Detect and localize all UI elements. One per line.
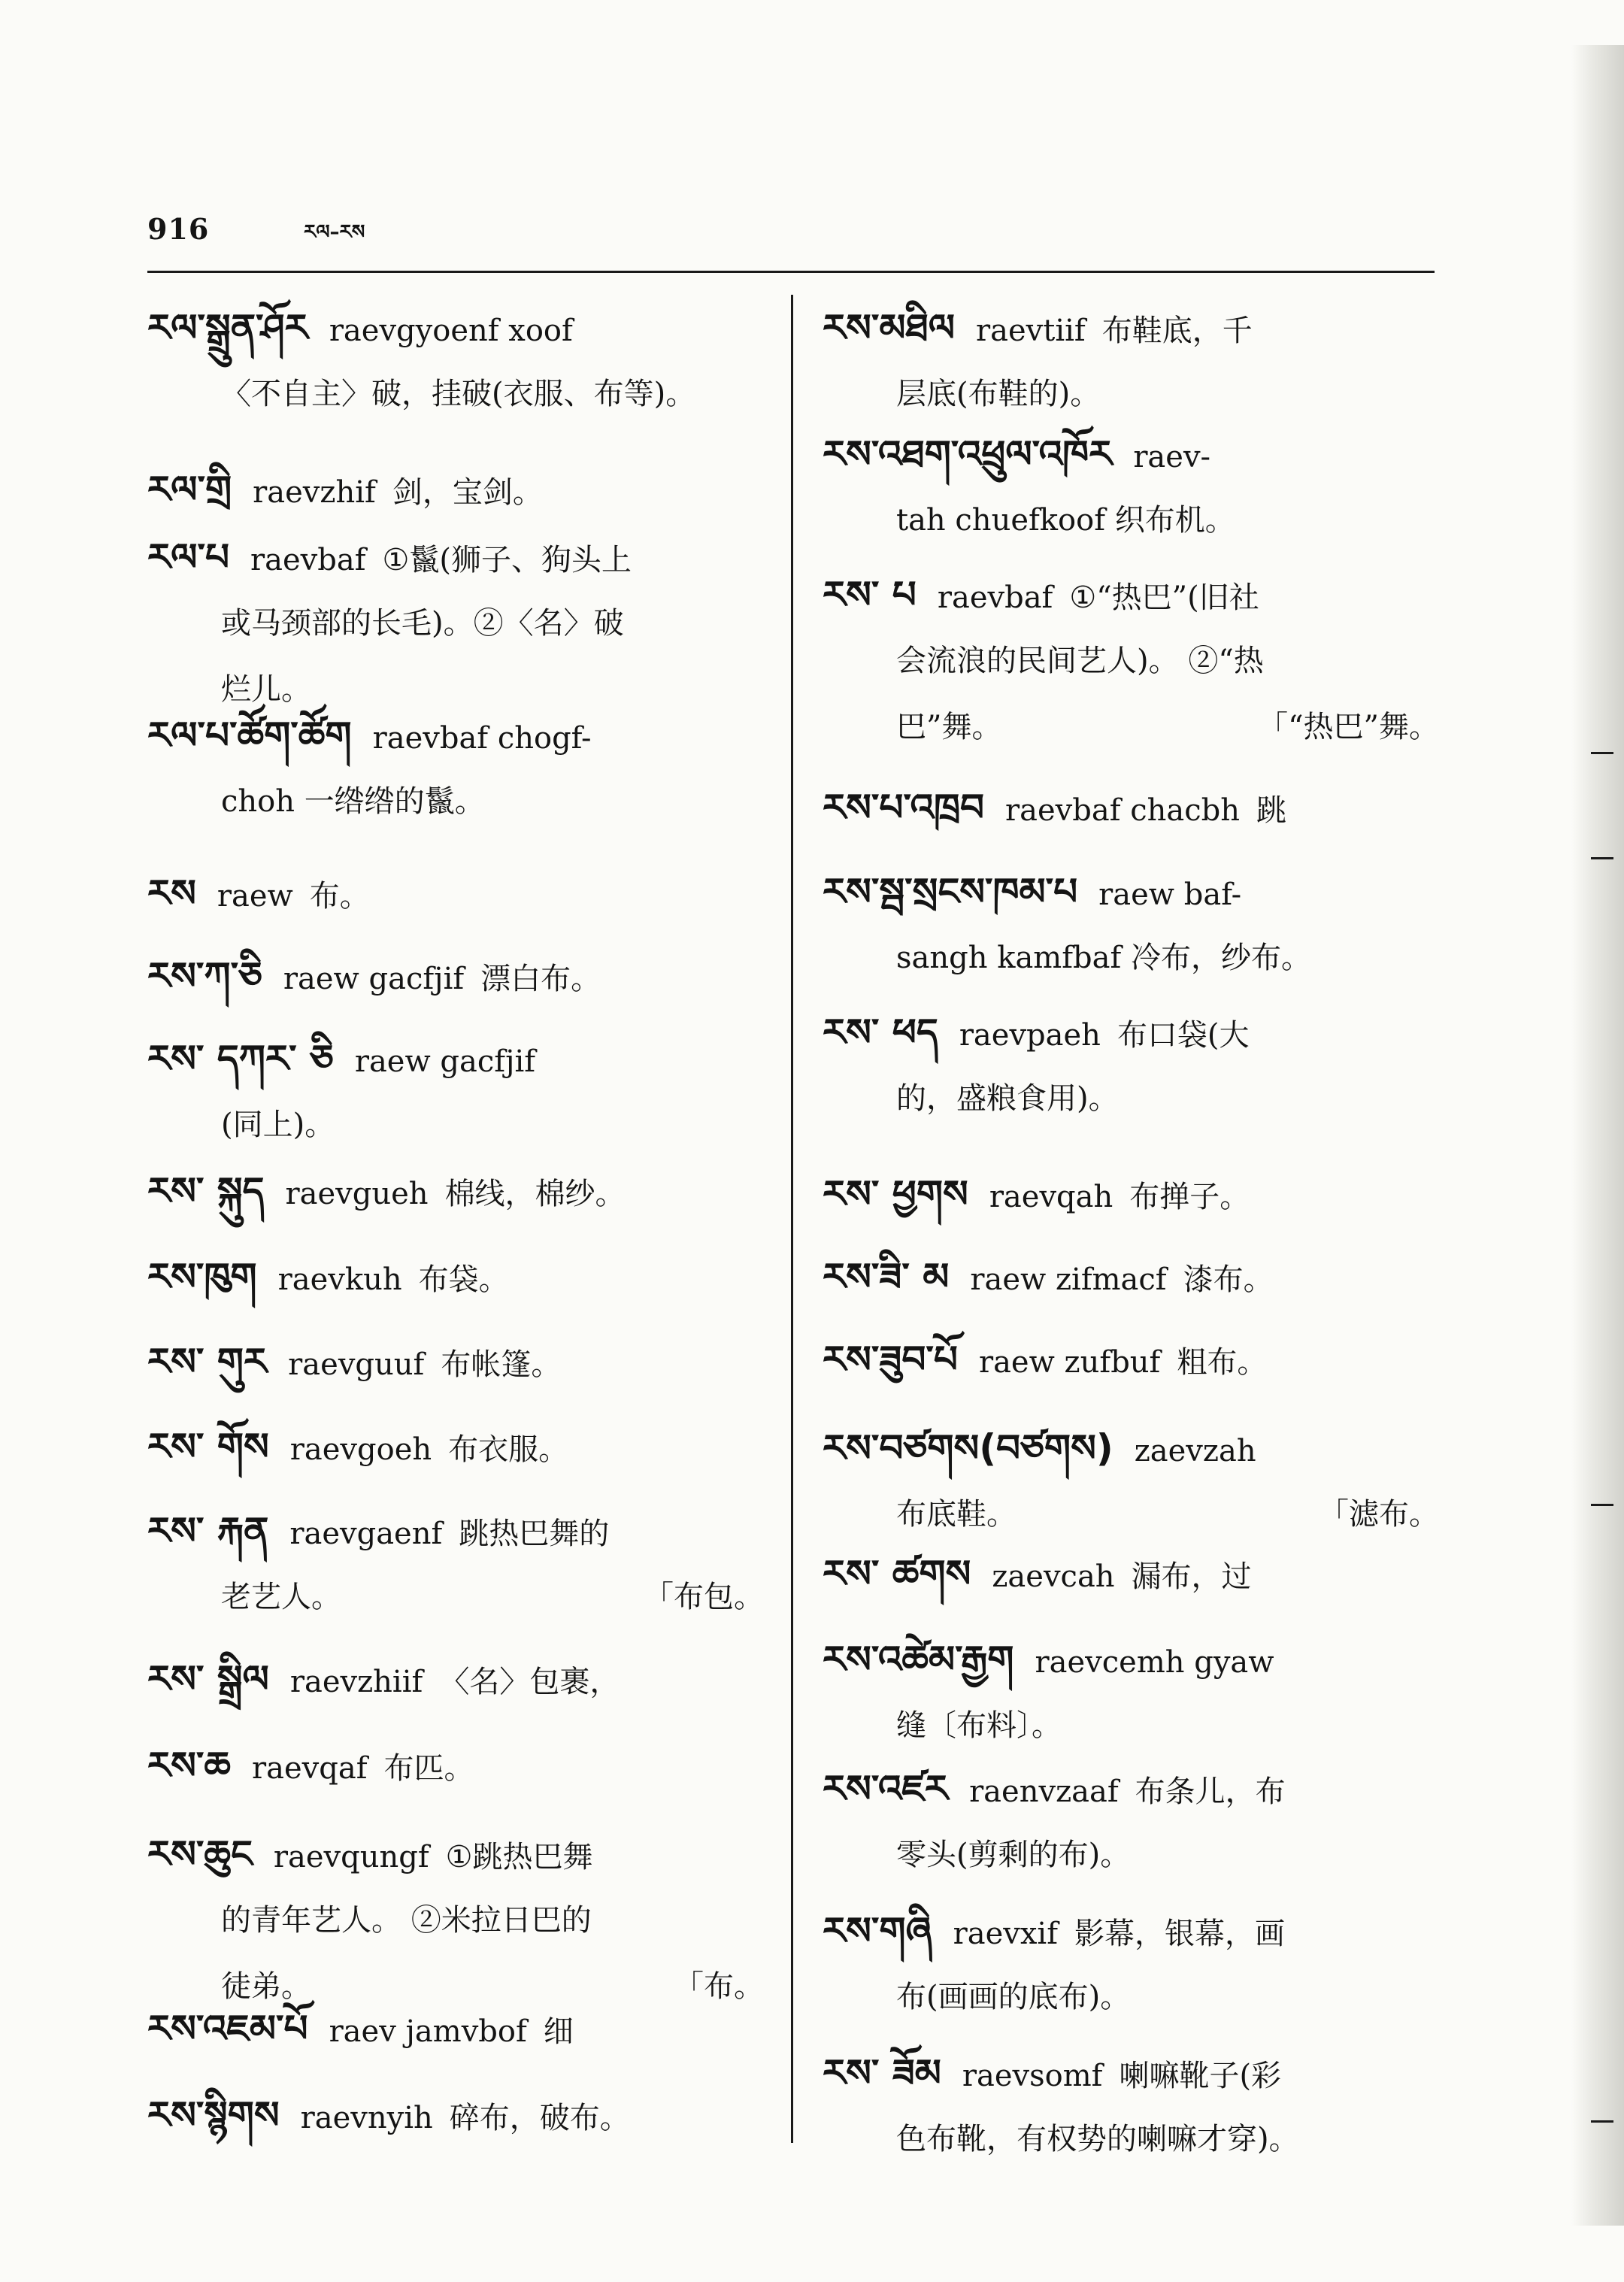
entry-first-line	[147, 295, 764, 361]
entry-first-line	[147, 943, 764, 1009]
dictionary-entry	[147, 1821, 764, 2020]
entry-headword: རལ་པ	[147, 535, 229, 579]
dictionary-entry	[823, 1244, 1439, 1310]
entry-headword: རས་པ་འཁྲབ	[823, 786, 984, 829]
entry-first-line	[147, 860, 764, 926]
entry-romanization: raevtiif	[976, 314, 1086, 348]
entry-definition: 喇嘛靴子(彩	[1119, 2059, 1282, 2093]
dictionary-entry	[147, 524, 764, 723]
entry-first-line	[823, 859, 1439, 925]
entry-definition: 〈名〉包裹，	[439, 1665, 620, 1699]
continuation-text: 布底鞋。	[896, 1497, 1017, 1532]
entry-first-line	[147, 1244, 764, 1310]
entry-first-line	[147, 524, 764, 590]
continuation-text: sangh kamfbaf 冷布，纱布。	[896, 941, 1312, 975]
entry-first-line	[147, 702, 764, 768]
page-edge-shadow	[1571, 45, 1624, 2226]
entry-continuation-line	[823, 694, 1439, 760]
entry-continuation-line	[823, 487, 1439, 553]
dictionary-entry	[147, 1498, 764, 1630]
entry-headword: རས་ ཚགས	[823, 1552, 971, 1596]
entry-first-line	[147, 1732, 764, 1799]
dictionary-entry	[147, 1414, 764, 1480]
entry-romanization: raevzhif	[253, 475, 376, 510]
dictionary-entry	[823, 859, 1439, 991]
entry-first-line	[147, 1821, 764, 1887]
entry-continuation-line	[823, 1481, 1439, 1547]
dictionary-entry	[147, 702, 764, 835]
entry-headword: རས་ སྐུད	[147, 1169, 265, 1213]
entry-romanization: raev-	[1133, 440, 1211, 474]
entry-definition: 粗布。	[1177, 1345, 1268, 1380]
dictionary-entry	[823, 421, 1439, 553]
entry-headword: རལ་པ་ཚོག་ཚོག	[147, 714, 352, 757]
entry-first-line	[823, 1898, 1439, 1964]
entry-headword: རས་ ཟོམ	[823, 2051, 941, 2095]
continuation-text: 色布靴，有权势的喇嘛才穿)。	[896, 2122, 1299, 2156]
entry-first-line	[823, 1161, 1439, 1227]
entry-continuation-line	[823, 1693, 1439, 1759]
entry-headword: རས་མཐིལ	[823, 306, 955, 350]
entry-first-line	[823, 562, 1439, 628]
entry-first-line	[823, 1756, 1439, 1822]
entry-romanization: raevqah	[989, 1180, 1113, 1214]
entry-first-line	[147, 1329, 764, 1395]
entry-headword: རལ་གྲི	[147, 468, 232, 511]
edge-mark	[1591, 857, 1613, 859]
continuation-text: 的，盛粮食用)。	[896, 1081, 1119, 1116]
entry-romanization: raevqaf	[252, 1751, 368, 1786]
dictionary-entry	[147, 2082, 764, 2148]
entry-continuation-line	[147, 590, 764, 656]
dictionary-entry	[823, 1541, 1439, 1607]
continuation-text: 零头(剪剩的布)。	[896, 1838, 1131, 1872]
entry-headword: རས་ ཕྱགས	[823, 1172, 968, 1216]
entry-continuation-line	[147, 1564, 764, 1630]
entry-romanization: raevpaeh	[959, 1018, 1101, 1053]
entry-continuation-line	[823, 2106, 1439, 2172]
entry-romanization: raevqungf	[273, 1840, 429, 1874]
entry-definition: 跳	[1256, 793, 1286, 828]
entry-first-line	[147, 1026, 764, 1092]
continuation-text: tah chuefkoof 织布机。	[896, 503, 1235, 538]
entry-definition: 布帐篷。	[441, 1347, 562, 1382]
dictionary-entry	[147, 1158, 764, 1224]
entry-first-line	[823, 1541, 1439, 1607]
entry-first-line	[823, 1326, 1439, 1393]
dictionary-entry	[147, 860, 764, 926]
dictionary-entry	[147, 1329, 764, 1395]
dictionary-entry	[823, 1161, 1439, 1227]
entry-headword: རས་ པ	[823, 573, 917, 617]
entry-headword: རས་ སྒྲིལ	[147, 1657, 269, 1701]
entry-headword: རས་ དཀར་ ཅི	[147, 1037, 334, 1080]
entry-definition: 布掸子。	[1129, 1180, 1250, 1214]
entry-continuation-line	[823, 628, 1439, 694]
entry-romanization: raevbaf chogf-	[372, 721, 592, 756]
page-number: 916	[147, 212, 210, 246]
entry-headword: རས་གཞི	[823, 1909, 932, 1953]
edge-mark	[1591, 752, 1613, 754]
entry-romanization: raew gacfjif	[283, 962, 465, 996]
dictionary-entry	[823, 1326, 1439, 1393]
entry-definition: ①鬣(狮子、狗头上	[382, 543, 632, 577]
entry-romanization: raew zufbuf	[978, 1345, 1161, 1380]
carried-over-note: 「滤布。	[1319, 1497, 1439, 1532]
entry-first-line	[147, 456, 764, 523]
entry-continuation-line	[147, 1092, 764, 1158]
entry-first-line	[823, 1415, 1439, 1481]
entry-first-line	[147, 1646, 764, 1712]
dictionary-entry	[823, 295, 1439, 427]
entry-romanization: raew	[217, 879, 293, 914]
entry-definition: 细	[543, 2014, 574, 2049]
entry-continuation-line	[147, 768, 764, 835]
entry-headword: རས་འཚེམ་རྒྱག	[823, 1638, 1014, 1681]
entry-definition: 布匹。	[383, 1751, 474, 1786]
entry-headword: རས་སྦ་སྲངས་ཁམ་པ	[823, 870, 1078, 914]
entry-first-line	[147, 1498, 764, 1564]
entry-headword: རས་ཀ་ཅི	[147, 954, 262, 998]
column-divider	[791, 295, 793, 2143]
entry-headword: རས་སྙིགས	[147, 2093, 280, 2137]
dictionary-entry	[823, 1898, 1439, 2030]
entry-headword: རལ་སྒྲུན་ཤོར	[147, 306, 308, 350]
entry-romanization: raenvzaaf	[969, 1774, 1119, 1809]
entry-headword: རས	[147, 871, 196, 915]
entry-romanization: raevcemh gyaw	[1035, 1645, 1274, 1680]
entry-definition: 布。	[309, 879, 370, 914]
dictionary-entry	[147, 295, 764, 427]
entry-first-line	[147, 1414, 764, 1480]
entry-first-line	[823, 774, 1439, 841]
entry-headword: རས་ རྐན	[147, 1509, 269, 1553]
continuation-text: 徒弟。	[221, 1969, 311, 2004]
entry-definition: 布袋。	[418, 1262, 509, 1297]
entry-first-line	[823, 1626, 1439, 1693]
dictionary-entry	[823, 774, 1439, 841]
entry-romanization: raevbaf	[937, 580, 1053, 615]
entry-romanization: raevbaf	[250, 543, 366, 577]
entry-first-line	[147, 2082, 764, 2148]
entry-definition: 碎布，破布。	[449, 2101, 630, 2135]
entry-definition: ①跳热巴舞	[445, 1840, 593, 1874]
entry-first-line	[823, 295, 1439, 361]
entry-romanization: raevgaenf	[289, 1517, 443, 1551]
entry-headword: རས་ཆ	[147, 1744, 231, 1787]
edge-mark	[1591, 1504, 1613, 1506]
entry-continuation-line	[823, 1065, 1439, 1132]
entry-definition: 布口袋(大	[1116, 1018, 1250, 1053]
dictionary-entry	[147, 1646, 764, 1712]
entry-definition: 棉线，棉纱。	[444, 1177, 626, 1211]
dictionary-entry	[823, 2040, 1439, 2172]
entry-romanization: zaevcah	[992, 1559, 1115, 1594]
entry-headword: རས་ གུར	[147, 1340, 268, 1383]
entry-continuation-line	[147, 361, 764, 427]
entry-definition: 布衣服。	[448, 1432, 569, 1467]
dictionary-entry	[823, 999, 1439, 1132]
entry-first-line	[823, 421, 1439, 487]
dictionary-entry	[147, 1996, 764, 2062]
entry-romanization: raevgoeh	[289, 1432, 432, 1467]
entry-continuation-line	[823, 925, 1439, 991]
dictionary-entry	[823, 1626, 1439, 1759]
dictionary-entry	[823, 562, 1439, 760]
entry-romanization: zaevzah	[1134, 1434, 1256, 1468]
entry-first-line	[823, 1244, 1439, 1310]
entry-definition: 影幕，银幕，画	[1074, 1917, 1286, 1951]
entry-romanization: raew zifmacf	[970, 1262, 1167, 1297]
running-head: རལ–རས	[304, 221, 365, 244]
entry-romanization: raew gacfjif	[354, 1044, 536, 1079]
entry-headword: རས་ཟི་ མ	[823, 1255, 950, 1299]
dictionary-entry	[823, 1415, 1439, 1547]
continuation-text: (同上)。	[221, 1108, 335, 1142]
dictionary-entry	[147, 1244, 764, 1310]
entry-romanization: raevzhiif	[289, 1665, 423, 1699]
entry-romanization: raevguuf	[288, 1347, 425, 1382]
entry-romanization: raevxif	[953, 1917, 1059, 1951]
continuation-text: 布(画画的底布)。	[896, 1980, 1131, 2014]
entry-definition: 漏布，过	[1131, 1559, 1252, 1594]
edge-mark	[1591, 2120, 1613, 2123]
dictionary-entry	[147, 943, 764, 1009]
entry-first-line	[823, 2040, 1439, 2106]
continuation-text: 层底(布鞋的)。	[896, 377, 1101, 411]
continuation-text: 〈不自主〉破，挂破(衣服、布等)。	[221, 377, 696, 411]
entry-first-line	[147, 1158, 764, 1224]
entry-definition: 跳热巴舞的	[459, 1517, 610, 1551]
entry-headword: རས་འཛར	[823, 1767, 949, 1811]
entry-definition: 漆布。	[1183, 1262, 1274, 1297]
entry-headword: རས་ཆུང	[147, 1832, 253, 1876]
entry-romanization: raevbaf chacbh	[1005, 793, 1240, 828]
entry-romanization: raevnyih	[300, 2101, 433, 2135]
dictionary-entry	[147, 456, 764, 523]
dictionary-entry	[147, 1732, 764, 1799]
entry-continuation-line	[823, 1964, 1439, 2030]
continuation-text: 的青年艺人。 ②米拉日巴的	[221, 1903, 592, 1938]
entry-definition: ①“热巴”(旧社	[1069, 580, 1259, 615]
entry-headword: རས་ཁུག	[147, 1255, 257, 1299]
entry-definition: 漂白布。	[480, 962, 601, 996]
continuation-text: 巴”舞。	[896, 710, 1002, 744]
dictionary-entry	[823, 1756, 1439, 1888]
header-rule	[147, 271, 1435, 273]
continuation-text: choh 一绺绺的鬣。	[221, 784, 485, 819]
entry-first-line	[147, 1996, 764, 2062]
entry-romanization: raevgueh	[285, 1177, 429, 1211]
entry-romanization: raew baf-	[1098, 877, 1242, 912]
entry-headword: རས་འཐག་འཕྲུལ་འཁོར	[823, 432, 1113, 476]
continuation-text: 缝〔布料〕。	[896, 1708, 1062, 1743]
entry-definition: 剑，宝剑。	[392, 475, 543, 510]
continuation-text: 烂儿。	[221, 672, 311, 707]
carried-over-note: 「“热巴”舞。	[1258, 710, 1439, 744]
dictionary-entry	[147, 1026, 764, 1158]
entry-first-line	[823, 999, 1439, 1065]
entry-headword: རས་འཇམ་པོ	[147, 2007, 308, 2050]
entry-romanization: raevgyoenf xoof	[329, 314, 573, 348]
entry-romanization: raev jamvbof	[329, 2014, 527, 2049]
carried-over-note: 「布。	[674, 1969, 764, 2004]
continuation-text: 或马颈部的长毛)。②〈名〉破	[221, 606, 624, 641]
entry-continuation-line	[147, 1887, 764, 1953]
carried-over-note: 「布包。	[644, 1580, 764, 1614]
entry-continuation-line	[823, 361, 1439, 427]
entry-definition: 布鞋底，千	[1101, 314, 1253, 348]
entry-headword: རས་ གོས	[147, 1425, 269, 1468]
continuation-text: 老艺人。	[221, 1580, 341, 1614]
entry-definition: 布条儿，布	[1135, 1774, 1286, 1809]
entry-headword: རས་ ཕད	[823, 1011, 938, 1054]
continuation-text: 会流浪的民间艺人)。 ②“热	[896, 644, 1264, 678]
entry-headword: རས་བཙགས(བཙགས)	[823, 1426, 1113, 1470]
entry-romanization: raevkuh	[277, 1262, 402, 1297]
entry-continuation-line	[823, 1822, 1439, 1888]
entry-headword: རས་ཟུབ་པོ	[823, 1338, 958, 1381]
entry-romanization: raevsomf	[962, 2059, 1103, 2093]
